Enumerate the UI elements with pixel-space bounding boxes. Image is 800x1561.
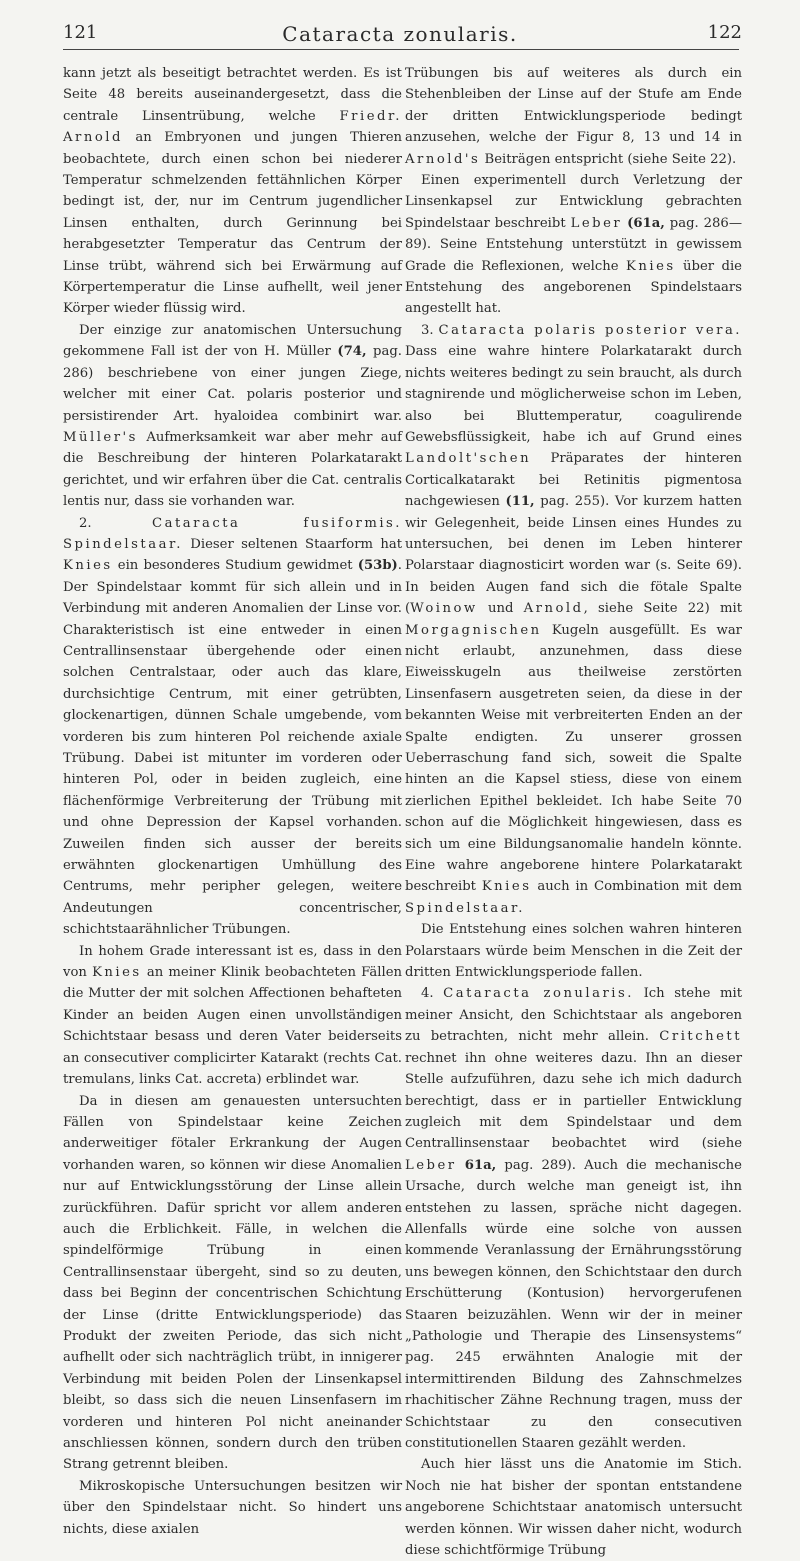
emphasis: Woinow [410, 601, 478, 617]
emphasis: Cataracta zonularis. [443, 986, 634, 1002]
emphasis: (53b) [357, 558, 398, 574]
page-number-right: 122 [707, 22, 742, 43]
running-title [0, 22, 800, 46]
emphasis: (11, [505, 494, 535, 510]
emphasis: 61a, [464, 1157, 497, 1173]
emphasis: Spindelstaar. [63, 536, 183, 552]
paragraph-p8: Einen experimentell durch Verletzung der Linsenkapsel zur Entwicklung gebrachten Spindelstaar beschreibt Leber (61a, pag. 286—89). Seine Entstehung unterstützt in gewissem Grade die Reflexionen, welche Knies über die Entstehung des angeborenen Spindelstaars angestellt hat. [405, 173, 743, 317]
paragraph-p10: Die Entstehung eines solchen wahren hinteren Polarstaars würde beim Menschen in die Zeit der dritten Entwicklungsperiode fallen. [405, 922, 742, 981]
emphasis: Morgagnischen [405, 622, 542, 638]
paragraph-p12: Auch hier lässt uns die Anatomie im Stich. Noch nie hat bisher der spontan entstandene angeborene Schichtstaar anatomisch untersucht werden können. Wir wissen daher nicht, wodurch diese schichtförmige Trübung [405, 1457, 742, 1559]
paragraph-p2: Der einzige zur anatomischen Untersuchung gekommene Fall ist der von H. Müller (74, pag. 286) beschriebene von einer jungen Ziege, welcher mit einer Cat. polaris posterior und persistirender Art. hyaloidea combinirt war. Müller's Aufmerksamkeit war aber mehr auf die Beschreibung der hinteren Polarkatarakt gerichtet, und wir erfahren über die Cat. centralis lentis nur, dass sie vorhanden war. [63, 322, 402, 510]
paragraph-p6: Mikroskopische Untersuchungen besitzen wir über den Spindelstaar nicht. So hindert uns nichts, diese axialen [63, 1478, 402, 1537]
page-number-left: 121 [63, 22, 98, 43]
emphasis: Cataracta fusiformis. [152, 515, 402, 531]
running-title-text: Cataracta zonularis. [282, 22, 518, 46]
paragraph-p7: Trübungen bis auf weiteres als durch ein Stehenbleiben der Linse auf der Stufe am Ende der dritten Entwicklungsperiode bedingt anzusehen, welche der Figur 8, 13 und 14 in Arnold's Beiträgen entspricht (siehe Seite 22). [405, 66, 742, 167]
emphasis: Cataracta polaris posterior vera. [438, 322, 742, 338]
emphasis: Landolt'schen [405, 451, 532, 467]
emphasis: Knies [92, 965, 142, 981]
right-column [405, 63, 742, 1561]
paragraph-p1: kann jetzt als beseitigt betrachtet werden. Es ist Seite 48 bereits auseinandergesetzt, dass die centrale Linsentrübung, welche Friedr. Arnold an Embryonen und jungen Thieren beobachtete, durch einen schon bei niederer Temperatur schmelzenden fettähnlichen Körper bedingt ist, der, nur im Centrum jugendlicher Linsen enthalten, durch Gerinnung bei herabgesetzter Temperatur das Centrum der Linse trübt, während sich bei Erwärmung auf Körpertemperatur die Linse aufhellt, weil jener Körper wieder flüssig wird. [63, 66, 402, 317]
page-header [0, 0, 800, 56]
emphasis: (61a, [627, 215, 665, 231]
emphasis: Spindelstaar. [405, 900, 525, 916]
emphasis: Arnold's [405, 151, 481, 167]
paragraph-p9: 3. Cataracta polaris posterior vera. Dass eine wahre hintere Polarkatarakt durch nichts weiteres bedingt zu sein braucht, als durch stagnirende und möglicherweise schon im Leben, also bei Bluttemperatur, coagulirende Gewebsflüssigkeit, habe ich auf Grund eines Landolt'schen Präparates der hinteren Corticalkatarakt bei Retinitis pigmentosa nachgewiesen (11, pag. 255). Vor kurzem hatten wir Gelegenheit, beide Linsen eines Hundes zu untersuchen, bei denen im Leben hinterer Polarstaar diagnosticirt worden war (s. Seite 69). In beiden Augen fand sich die fötale Spalte (Woinow und Arnold, siehe Seite 22) mit Morgagnischen Kugeln ausgefüllt. Es war nicht erlaubt, anzunehmen, dass diese Eiweisskugeln aus theilweise zerstörten Linsenfasern ausgetreten seien, da diese in der bekannten Weise mit verbreiterten Enden an der Spalte endigten. Zu unserer grossen Ueberraschung fand sich, soweit die Spalte hinten an die Kapsel stiess, diese von einem zierlichen Epithel bekleidet. Ich habe Seite 70 schon auf die Möglichkeit hingewiesen, dass es sich um eine Bildungsanomalie handeln könnte. Eine wahre angeborene hintere Polarkatarakt beschreibt Knies auch in Combination mit dem Spindelstaar. [405, 322, 743, 916]
emphasis: Knies [626, 258, 676, 274]
emphasis: Friedr. Arnold [63, 108, 402, 146]
paragraph-p3: 2. Cataracta fusiformis. Spindelstaar. Dieser seltenen Staarform hat Knies ein besonderes Studium gewidmet (53b). Der Spindelstaar kommt für sich allein und in Verbindung mit anderen Anomalien der Linse vor. Charakteristisch ist eine entweder in einen Centrallinsenstaar übergehende oder einen solchen Centralstaar, oder auch das klare, durchsichtige Centrum, mit einer getrübten, glockenartigen, dünnen Schale umgebende, vom vorderen bis zum hinteren Pol reichende axiale Trübung. Dabei ist mitunter im vorderen oder hinteren Pol, oder in beiden zugleich, eine flächenförmige Verbreiterung der Trübung mit und ohne Depression der Kapsel vorhanden. Zuweilen finden sich ausser der bereits erwähnten glockenartigen Umhüllung des Centrums, mehr peripher gelegen, weitere Andeutungen concentrischer, schichtstaarähnlicher Trübungen. [63, 515, 402, 938]
emphasis: Leber [405, 1157, 457, 1173]
emphasis: Leber [570, 215, 623, 231]
paragraph-p4: In hohem Grade interessant ist es, dass in den von Knies an meiner Klinik beobachteten Fällen die Mutter der mit solchen Affectionen behafteten Kinder an beiden Augen einen unvollständigen Schichtstaar besass und deren Vater beiderseits an consecutiver complicirter Katarakt (rechts Cat. tremulans, links Cat. accreta) erblindet war. [63, 943, 402, 1088]
emphasis: Arnold [523, 601, 584, 617]
emphasis: Knies [63, 558, 113, 574]
emphasis: (74, [337, 344, 367, 360]
emphasis: Critchett [659, 1029, 742, 1045]
emphasis: Müller's [63, 429, 138, 445]
paragraph-p11: 4. Cataracta zonularis. Ich stehe mit meiner Ansicht, den Schichtstaar als angeboren zu betrachten, nicht mehr allein. Critchett rechnet ihn ohne weiteres dazu. Ihn an dieser Stelle aufzuführen, dazu sehe ich mich dadurch berechtigt, dass er in partieller Entwicklung zugleich mit dem Spindelstaar und dem Centrallinsenstaar beobachtet wird (siehe Leber 61a, pag. 289). Auch die mechanische Ursache, durch welche man geneigt ist, ihn entstehen zu lassen, spräche nicht dagegen. Allenfalls würde eine solche von aussen kommende Veranlassung der Ernährungsstörung uns bewegen können, den Schichtstaar den durch Erschütterung (Kontusion) hervorgerufenen Staaren beizuzählen. Wenn wir der in meiner „Pathologie und Therapie des Linsensystems“ pag. 245 erwähnten Analogie mit der intermittirenden Bildung des Zahnschmelzes rhachitischer Zähne Rechnung tragen, muss der Schichtstaar zu den consecutiven constitutionellen Staaren gezählt werden. [405, 986, 742, 1451]
emphasis: Knies [481, 879, 532, 895]
header-rule [63, 49, 739, 50]
paragraph-p5: Da in diesen am genauesten untersuchten Fällen von Spindelstaar keine Zeichen anderweitiger fötaler Erkrankung der Augen vorhanden waren, so können wir diese Anomalien nur auf Entwicklungsstörung der Linse allein zurückführen. Dafür spricht vor allem anderen auch die Erblichkeit. Fälle, in welchen die spindelförmige Trübung in einen Centrallinsenstaar übergeht, sind so zu deuten, dass bei Beginn der concentrischen Schichtung der Linse (dritte Entwicklungsperiode) das Produkt der zweiten Periode, das sich nicht aufhellt oder sich nachträglich trübt, in innigerer Verbindung mit beiden Polen der Linsenkapsel bleibt, so dass sich die neuen Linsenfasern im vorderen und hinteren Pol nicht aneinander anschliessen können, sondern durch den trüben Strang getrennt bleiben. [63, 1093, 402, 1473]
left-column [63, 63, 402, 1540]
